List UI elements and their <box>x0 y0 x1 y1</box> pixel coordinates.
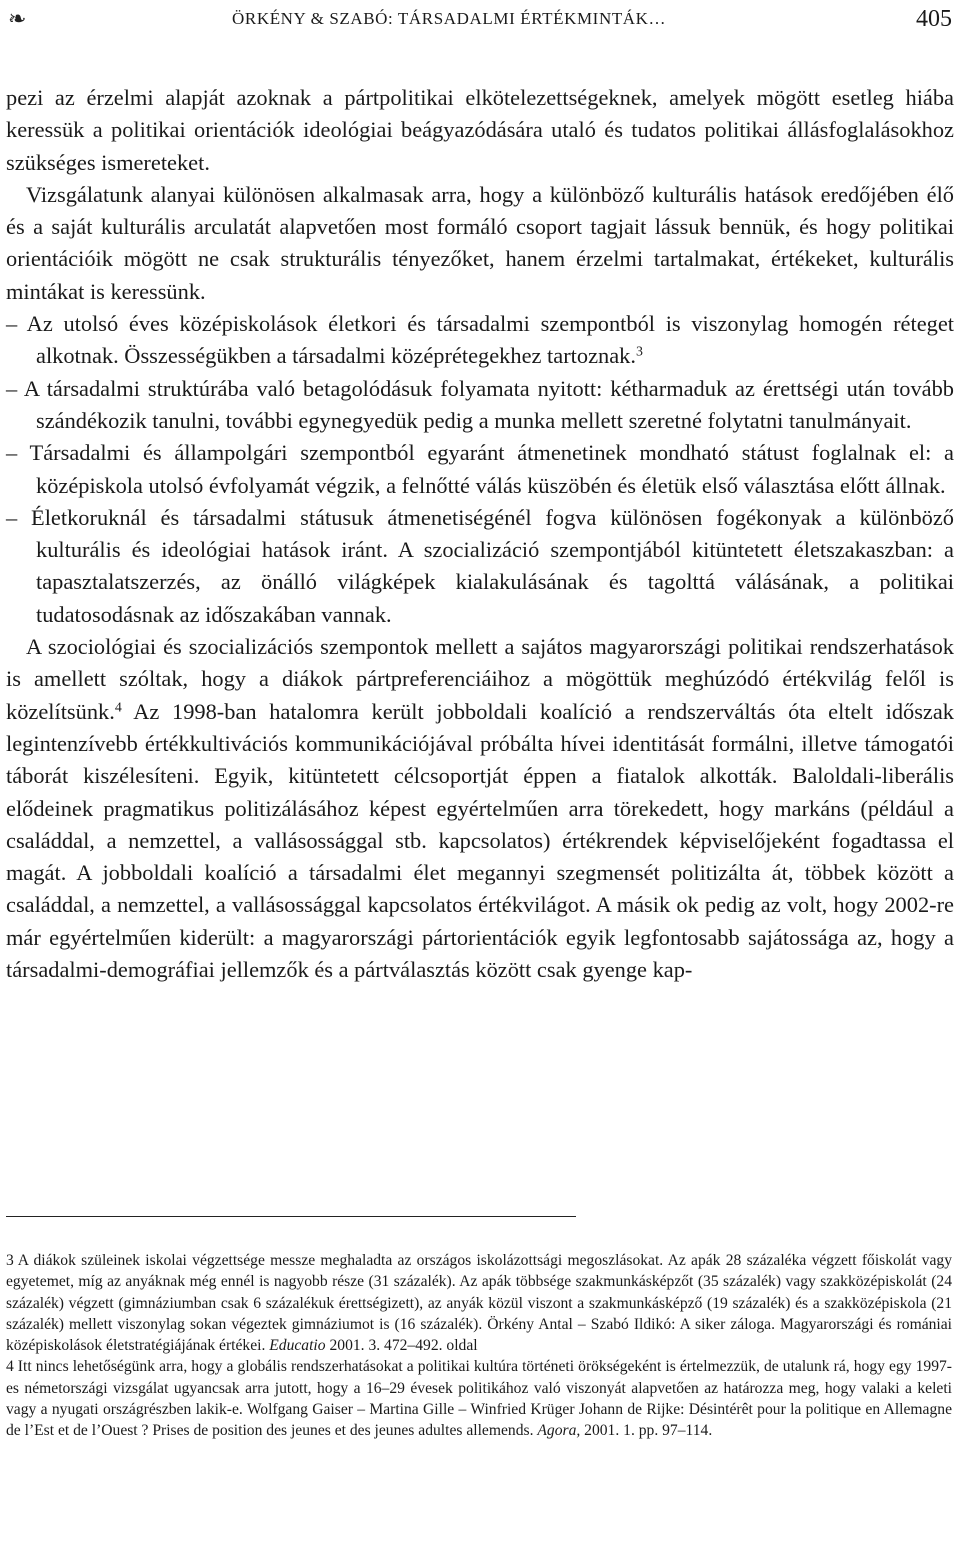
footnote-divider <box>6 1216 576 1217</box>
paragraph-3 <box>6 631 954 986</box>
footnote-3-number: 3 <box>6 1252 14 1269</box>
footnote-3-journal: Educatio <box>269 1337 326 1355</box>
main-text <box>6 82 954 986</box>
paragraph-2: Vizsgálatunk alanyai különösen alkalmasak arra, hogy a különböző kulturális hatások eredőjében élő és a saját kulturális arculatát alapvetően most formáló csoport tagjait lássuk bennük, és hogy politikai orientációik mögött ne csak strukturális tényezőket, hanem érzelmi tartalmakat, értékeket, kulturális mintákat is keressünk. <box>6 181 954 304</box>
footnote-ref-4: 4 <box>114 700 122 716</box>
footnote-ref-3: 3 <box>635 344 643 360</box>
running-header <box>0 6 960 32</box>
fleuron-icon: ❧ <box>8 6 27 31</box>
footnote-4-text: Itt nincs lehetőségünk arra, hogy a globális rendszerhatásokat a politikai kultúra történeti örökségeként is értelmezzük, de utalunk rá, hogy egy 1997-es németországi vizsgálat ugyancsak arra jutott, hogy a 16–29 évesek politikához való viszonyát alapvetően az határozza meg, hogy valaki a keleti vagy a nyugati országrészben lakik-e. Wolfgang Gaiser – Martina Gille – Winfried Krüger Johann de Rijke: Désintérêt pour la politique en Allemagne de l’Est et de l’Ouest ? Prises de position des jeunes et des jeunes adultes allemends. <box>6 1358 952 1440</box>
footnote-3-text: A diákok szüleinek iskolai végzettsége messze meghaladta az országos iskolázottsági megoszlásokat. Az apák 28 százaléka végzett főiskolát vagy egyetemet, míg az anyáknak még ennél is nagyobb része (31 százalék). Az apák többsége szakmunkásképzőt (35 százalék) vagy szakközépiskolát (24 százalék) végzett (gimnáziumban csak 6 százalékuk érettségizett), az anyák közül viszont a szakmunkásképző (19 százalék) és a szakközépiskola (21 százalék) mellett viszonylag sokan végeztek gimnáziumot is (16 százalék). Örkény Antal – Szabó Ildikó: A siker záloga. Magyarországi és romániai középiskolások életstratégiájának értékei. <box>6 1252 952 1355</box>
footnote-4-citation: 2001. 1. pp. 97–114. <box>580 1422 713 1440</box>
list-item-3: – Társadalmi és állampolgári szempontból egyaránt átmenetinek mondható státust foglalnak el: a középiskola utolsó évfolyamát végzik, a felnőtté válás küszöbén és életük első választása előtt állnak. <box>6 440 954 498</box>
list-item-2: – A társadalmi struktúrába való betagolódásuk folyamata nyitott: kétharmaduk az érettségi után tovább szándékozik tanulni, további egynegyedük pedig a munka mellett szeretné folytatni tanulmányait. <box>6 375 954 433</box>
paragraph-3-part-a: A szociológiai és szocializációs szempontok mellett a sajátos magyarországi politikai rendszerhatások is amellett szóltak, hogy a diákok pártpreferenciáihoz a mögöttük meghúzódó értékvilág felől is közelítsünk. <box>6 634 954 724</box>
page-number: 405 <box>916 6 952 32</box>
footnotes <box>6 1250 952 1442</box>
list-item-1-text: – Az utolsó éves középiskolások életkori és társadalmi szempontból is viszonylag homogén réteget alkotnak. Összességükben a társadalmi középrétegekhez tartoznak. <box>6 311 954 369</box>
footnote-3 <box>6 1250 952 1356</box>
footnote-4-journal: Agora, <box>537 1422 581 1440</box>
footnote-4 <box>6 1356 952 1441</box>
list-item-4: – Életkoruknál és társadalmi státusuk átmenetiségénél fogva különösen fogékonyak a különböző kulturális és ideológiai hatások iránt. A szocializáció szempontjából kitüntetett életszakaszban: a tapasztalatszerzés, az önálló világképek kialakulásának és tagolttá válásának, a politikai tudatosodásnak az időszakában vannak. <box>6 504 954 627</box>
paragraph-3-part-b: Az 1998-ban hatalomra került jobboldali koalíció a rendszerváltás óta eltelt időszak legintenzívebb értékkultivációs kommunikációjával próbálta hívei identitását formálni, illetve támogatói táborát kiszélesíteni. Egyik, kitüntetett célcsoportját éppen a fiatalok alkották. Baloldali-liberális elődeinek pragmatikus politizálásához képest egyértelműen arra törekedett, hogy markáns (például a családdal, a nemzettel, a vallásossággal stb. kapcsolatos) értékrendek képviselőjeként fogadtassa el magát. A jobboldali koalíció a társadalmi élet megannyi szegmensét politizálta át, többek között a családdal, a nemzettel, a vallásossággal kapcsolatos értékvilágot. A másik ok pedig az volt, hogy 2002-re már egyértelműen kiderült: a magyarországi pártorientációk egyik legfontosabb sajátossága az, hogy a társadalmi-demográfiai jellemzők és a pártválasztás között csak gyenge kap- <box>6 698 954 983</box>
list-item-1 <box>6 308 954 373</box>
running-title: ÖRKÉNY & SZABÓ: TÁRSADALMI ÉRTÉKMINTÁK… <box>232 9 667 28</box>
footnote-4-number: 4 <box>6 1358 14 1376</box>
paragraph-1: pezi az érzelmi alapját azoknak a pártpolitikai elkötelezettségeknek, amelyek mögött esetleg hiába keressük a politikai orientációk ideológiai beágyazódására utaló és tudatos politikai állásfoglalásokhoz szükséges ismereteket. <box>6 85 954 175</box>
footnote-3-citation: 2001. 3. 472–492. oldal <box>325 1337 478 1355</box>
